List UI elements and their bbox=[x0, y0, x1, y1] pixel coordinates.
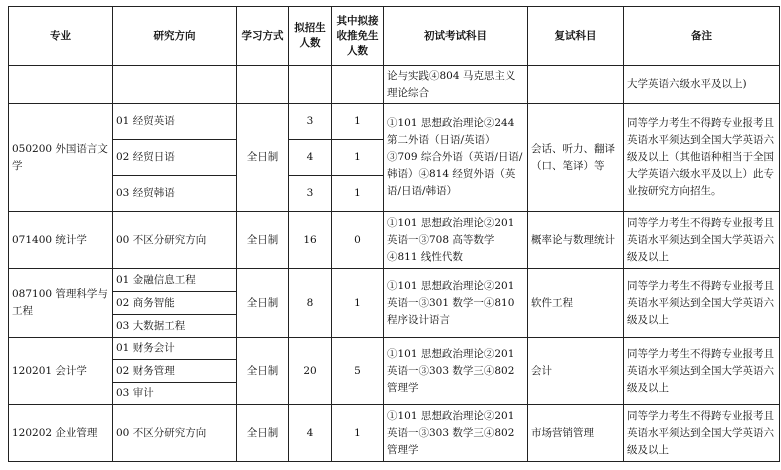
header-plan: 拟招生人数 bbox=[289, 7, 332, 66]
cell-note: 同等学力考生不得跨专业报考且英语水平须达到全国大学英语六级及以上 bbox=[624, 269, 780, 338]
cell-plan: 16 bbox=[289, 212, 332, 269]
cell-initial-exam: 论与实践④804 马克思主义理论综合 bbox=[384, 66, 528, 104]
cell-exempt: 1 bbox=[332, 405, 384, 462]
cell-mode: 全日制 bbox=[237, 269, 289, 338]
cell-direction: 03 大数据工程 bbox=[113, 315, 237, 338]
cell-direction: 00 不区分研究方向 bbox=[113, 212, 237, 269]
cell-direction: 02 商务智能 bbox=[113, 292, 237, 315]
cell-initial-exam: ①101 思想政治理论②244 第二外语（日语/英语）③709 综合外语（英语/日语/韩语）④814 经贸外语（英语/日语/韩语） bbox=[384, 104, 528, 212]
cell-empty bbox=[289, 66, 332, 104]
header-major: 专业 bbox=[9, 7, 113, 66]
cell-major: 071400 统计学 bbox=[9, 212, 113, 269]
cell-major: 120202 企业管理 bbox=[9, 405, 113, 462]
cell-direction: 03 经贸韩语 bbox=[113, 176, 237, 212]
cell-retest: 软件工程 bbox=[528, 269, 624, 338]
cell-empty bbox=[332, 66, 384, 104]
cell-direction: 02 经贸日语 bbox=[113, 140, 237, 176]
header-initial-exam: 初试考试科目 bbox=[384, 7, 528, 66]
cell-exempt: 1 bbox=[332, 104, 384, 140]
cell-major: 087100 管理科学与工程 bbox=[9, 269, 113, 338]
cell-exempt: 5 bbox=[332, 338, 384, 405]
cell-plan: 3 bbox=[289, 104, 332, 140]
cell-exempt: 1 bbox=[332, 176, 384, 212]
cell-note: 同等学力考生不得跨专业报考且英语水平须达到全国大学英语六级及以上 bbox=[624, 338, 780, 405]
cell-initial-exam: ①101 思想政治理论②201 英语一③303 数学三④802 管理学 bbox=[384, 405, 528, 462]
cell-note: 同等学力考生不得跨专业报考且英语水平须达到全国大学英语六级及以上（其他语种相当于全国大学英语六级水平及以上）此专业按研究方向招生。 bbox=[624, 104, 780, 212]
cell-exempt: 1 bbox=[332, 269, 384, 338]
cell-initial-exam: ①101 思想政治理论②201 英语一③708 高等数学④811 线性代数 bbox=[384, 212, 528, 269]
cell-plan: 8 bbox=[289, 269, 332, 338]
cell-plan: 4 bbox=[289, 405, 332, 462]
cell-mode: 全日制 bbox=[237, 212, 289, 269]
cell-retest: 概率论与数理统计 bbox=[528, 212, 624, 269]
cell-direction: 01 金融信息工程 bbox=[113, 269, 237, 292]
header-note: 备注 bbox=[624, 7, 780, 66]
cell-empty bbox=[9, 66, 113, 104]
cell-plan: 3 bbox=[289, 176, 332, 212]
cell-mode: 全日制 bbox=[237, 405, 289, 462]
table-row bbox=[9, 405, 780, 462]
table-row bbox=[9, 66, 780, 104]
admissions-table bbox=[8, 6, 780, 462]
cell-note: 大学英语六级水平及以上) bbox=[624, 66, 780, 104]
header-row bbox=[9, 7, 780, 66]
cell-exempt: 0 bbox=[332, 212, 384, 269]
cell-exempt: 1 bbox=[332, 140, 384, 176]
cell-empty bbox=[237, 66, 289, 104]
cell-empty bbox=[113, 66, 237, 104]
cell-note: 同等学力考生不得跨专业报考且英语水平须达到全国大学英语六级及以上 bbox=[624, 212, 780, 269]
table-row bbox=[9, 338, 780, 360]
cell-direction: 03 审计 bbox=[113, 383, 237, 405]
table-row bbox=[9, 212, 780, 269]
cell-direction: 00 不区分研究方向 bbox=[113, 405, 237, 462]
cell-direction: 01 财务会计 bbox=[113, 338, 237, 360]
cell-direction: 02 财务管理 bbox=[113, 360, 237, 383]
header-exempt: 其中拟接收推免生人数 bbox=[332, 7, 384, 66]
cell-retest: 会计 bbox=[528, 338, 624, 405]
cell-initial-exam: ①101 思想政治理论②201 英语一③303 数学三④802 管理学 bbox=[384, 338, 528, 405]
cell-mode: 全日制 bbox=[237, 104, 289, 212]
cell-major: 050200 外国语言文学 bbox=[9, 104, 113, 212]
cell-retest: 会话、听力、翻译（口、笔译）等 bbox=[528, 104, 624, 212]
header-direction: 研究方向 bbox=[113, 7, 237, 66]
header-mode: 学习方式 bbox=[237, 7, 289, 66]
cell-mode: 全日制 bbox=[237, 338, 289, 405]
cell-plan: 20 bbox=[289, 338, 332, 405]
table-row bbox=[9, 104, 780, 140]
table-row bbox=[9, 269, 780, 292]
cell-direction: 01 经贸英语 bbox=[113, 104, 237, 140]
cell-major: 120201 会计学 bbox=[9, 338, 113, 405]
cell-plan: 4 bbox=[289, 140, 332, 176]
cell-note: 同等学力考生不得跨专业报考且英语水平须达到全国大学英语六级及以上 bbox=[624, 405, 780, 462]
cell-empty bbox=[528, 66, 624, 104]
cell-initial-exam: ①101 思想政治理论②201 英语一③301 数学一④810 程序设计语言 bbox=[384, 269, 528, 338]
header-retest: 复试科目 bbox=[528, 7, 624, 66]
cell-retest: 市场营销管理 bbox=[528, 405, 624, 462]
